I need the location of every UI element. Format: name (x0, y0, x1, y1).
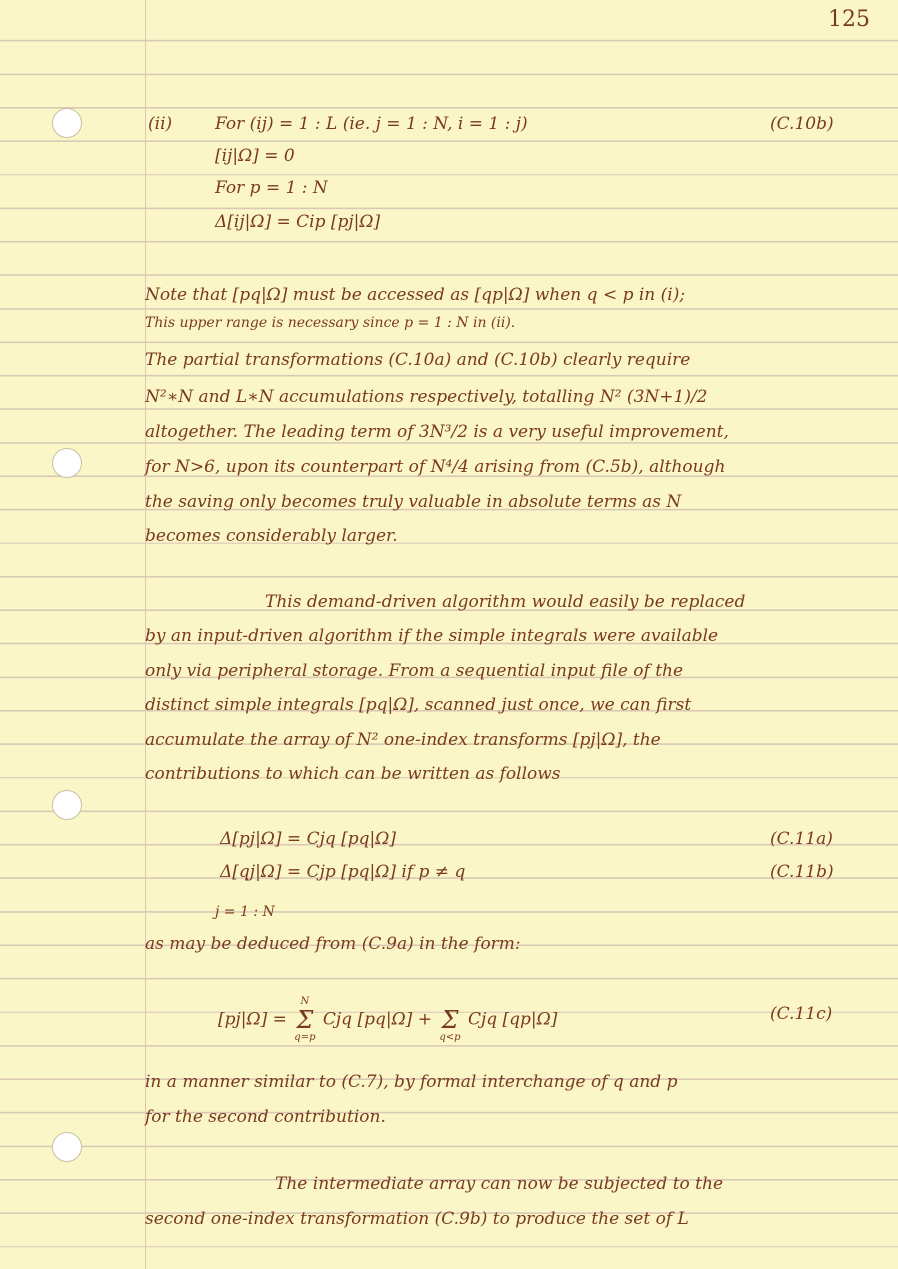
equation-ref: (C.11c) (770, 1004, 833, 1024)
algorithm-line: [ij|Ω] = 0 (215, 146, 295, 166)
eq-term: Cjq [qp|Ω] (467, 1009, 558, 1030)
paragraph-line: The intermediate array can now be subjected to the (275, 1174, 724, 1194)
paragraph-line: contributions to which can be written as follows (145, 764, 561, 784)
punch-hole (52, 1132, 82, 1162)
index-range: j = 1 : N (215, 904, 275, 920)
summation (439, 996, 460, 1044)
equation-ref: (C.11a) (770, 829, 833, 849)
sum-upper: N (300, 996, 310, 1007)
item-label: (ii) (148, 114, 173, 134)
summation (294, 996, 315, 1044)
sum-lower: q<p (439, 1032, 461, 1043)
paragraph-line: by an input-driven algorithm if the simple integrals were available (145, 626, 719, 646)
sigma: Σ (296, 1006, 314, 1034)
paragraph-line: This demand-driven algorithm would easily be replaced (265, 592, 746, 612)
sigma: Σ (441, 1006, 459, 1034)
paragraph-line: The partial transformations (C.10a) and (C.10b) clearly require (145, 350, 691, 370)
page-number: 125 (828, 7, 870, 32)
paragraph-line: accumulate the array of N² one-index transforms [pj|Ω], the (145, 730, 661, 750)
paragraph-line: N²∗N and L∗N accumulations respectively, totalling N² (3N+1)/2 (145, 387, 708, 407)
sum-lower: q=p (294, 1032, 316, 1043)
equation-c11c (218, 996, 557, 1044)
equation: Δ[qj|Ω] = Cjp [pq|Ω] if p ≠ q (220, 862, 466, 882)
paragraph-line: in a manner similar to (C.7), by formal interchange of q and p (145, 1072, 678, 1092)
equation: Δ[pj|Ω] = Cjq [pq|Ω] (220, 829, 396, 849)
eq-lhs: [pj|Ω] = (218, 1009, 287, 1030)
algorithm-line: For p = 1 : N (215, 178, 328, 198)
paragraph-line: becomes considerably larger. (145, 526, 398, 546)
equation-ref: (C.10b) (770, 114, 834, 134)
algorithm-line: For (ij) = 1 : L (ie. j = 1 : N, i = 1 : j) (215, 114, 528, 134)
paragraph-line: for the second contribution. (145, 1107, 386, 1127)
eq-term: Cjq [pq|Ω] + (322, 1009, 432, 1030)
paragraph-line: for N>6, upon its counterpart of N⁴/4 arising from (C.5b), although (145, 457, 726, 477)
punch-hole (52, 108, 82, 138)
equation-ref: (C.11b) (770, 862, 834, 882)
paragraph-line: the saving only becomes truly valuable in absolute terms as N (145, 492, 682, 512)
punch-hole (52, 448, 82, 478)
paragraph-line: as may be deduced from (C.9a) in the form: (145, 934, 521, 954)
paragraph-line: distinct simple integrals [pq|Ω], scanned just once, we can first (145, 695, 692, 715)
algorithm-line: Δ[ij|Ω] = Cip [pj|Ω] (215, 212, 381, 232)
paragraph-line: altogether. The leading term of 3N³/2 is a very useful improvement, (145, 422, 729, 442)
punch-hole (52, 790, 82, 820)
paragraph-line: second one-index transformation (C.9b) to produce the set of L (145, 1209, 689, 1229)
note-line: This upper range is necessary since p = 1 : N in (ii). (145, 315, 516, 331)
note-line: Note that [pq|Ω] must be accessed as [qp|Ω] when q < p in (i); (145, 285, 686, 305)
paragraph-line: only via peripheral storage. From a sequential input file of the (145, 661, 684, 681)
